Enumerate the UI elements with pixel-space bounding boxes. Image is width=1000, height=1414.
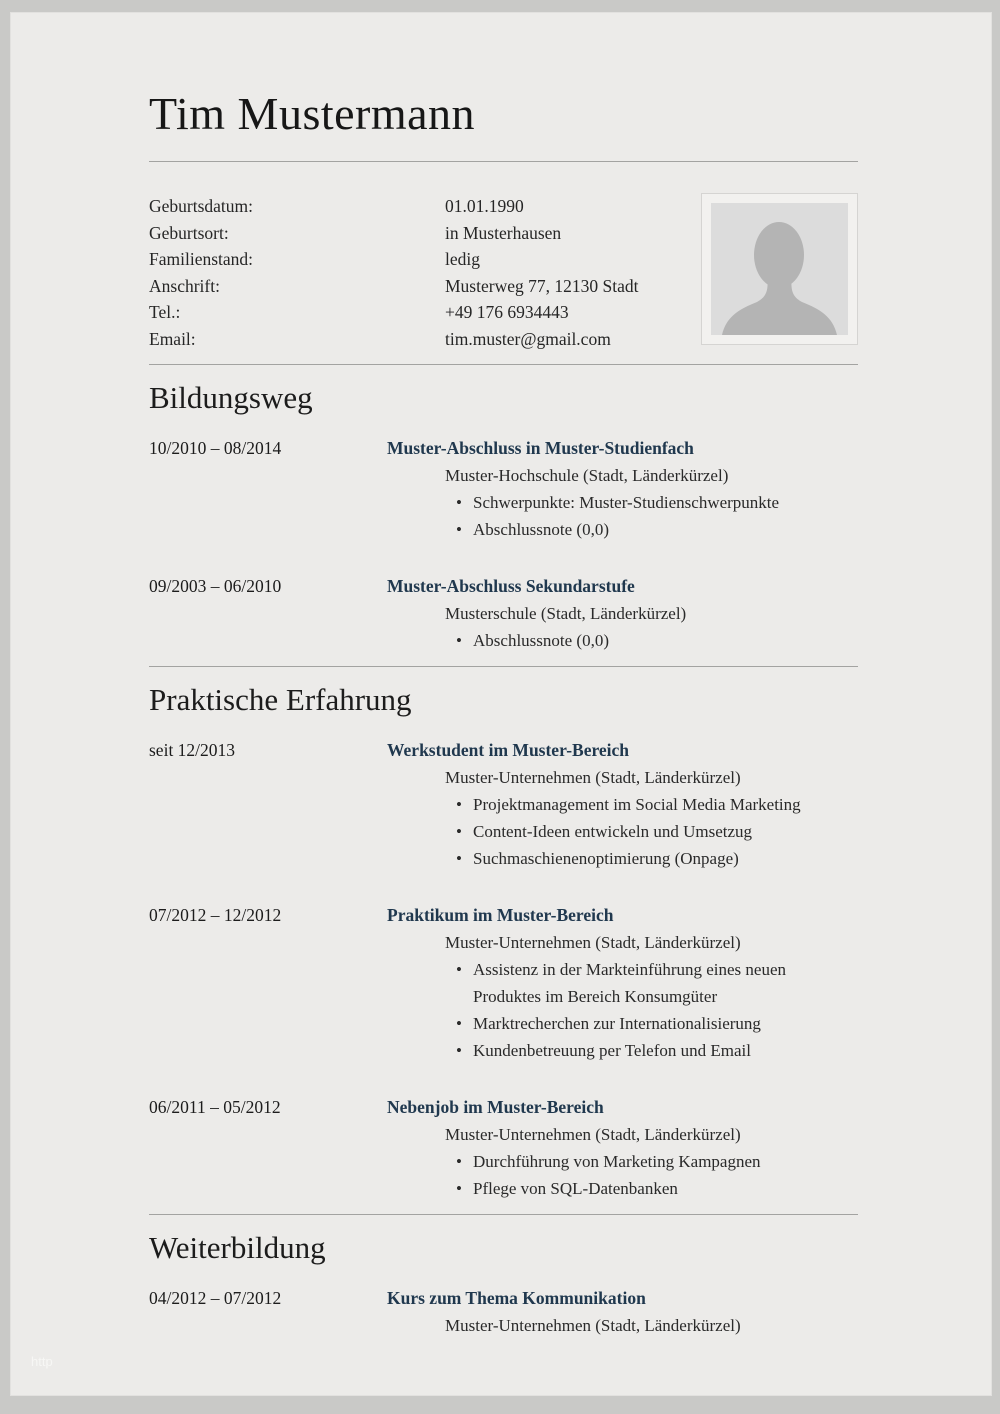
watermark: http <box>31 1354 53 1369</box>
entry-organization: Musterschule (Stadt, Länderkürzel) <box>445 604 687 623</box>
resume-entry <box>149 1094 858 1202</box>
section-divider <box>149 666 858 667</box>
resume-entry <box>149 435 858 543</box>
entry-bullet-item: • Durchführung von Marketing Kampagnen <box>473 1148 858 1175</box>
entry-body <box>387 1285 858 1339</box>
entry-bullet-item: • Schwerpunkte: Muster-Studienschwerpunkte <box>473 489 858 516</box>
personal-value: tim.muster@gmail.com <box>445 328 611 349</box>
entry-period: 06/2011 – 05/2012 <box>149 1097 281 1117</box>
personal-value: 01.01.1990 <box>445 196 524 216</box>
personal-rows <box>149 193 701 352</box>
entry-bullet-item: • Abschlussnote (0,0) <box>473 627 858 654</box>
resume-section <box>149 666 858 1202</box>
entry-period: 09/2003 – 06/2010 <box>149 576 282 596</box>
entry-title: Muster-Abschluss in Muster-Studienfach <box>387 438 694 458</box>
section-title: Praktische Erfahrung <box>149 682 412 717</box>
entry-bullet-item: • Pflege von SQL-Datenbanken <box>473 1175 858 1202</box>
photo-area <box>711 203 848 335</box>
entry-bullet-item: • Projektmanagement im Social Media Marketing <box>473 791 858 818</box>
entry-organization: Muster-Hochschule (Stadt, Länderkürzel) <box>445 466 729 485</box>
entry-period: 07/2012 – 12/2012 <box>149 905 282 925</box>
personal-label: Anschrift: <box>149 275 220 296</box>
sections-container <box>149 364 858 1339</box>
resume-section <box>149 1214 858 1339</box>
personal-row <box>149 326 701 353</box>
section-title: Bildungsweg <box>149 380 313 415</box>
personal-label: Email: <box>149 328 196 349</box>
resume-entry <box>149 1285 858 1339</box>
entry-body <box>387 1094 858 1202</box>
resume-entry <box>149 902 858 1064</box>
section-entries <box>149 435 858 654</box>
section-entries <box>149 1285 858 1339</box>
entry-title: Nebenjob im Muster-Bereich <box>387 1097 604 1117</box>
personal-value: in Musterhausen <box>445 222 562 243</box>
person-silhouette-icon <box>711 203 848 335</box>
entry-title: Muster-Abschluss Sekundarstufe <box>387 576 635 596</box>
personal-row <box>149 273 701 300</box>
resume-section <box>149 364 858 654</box>
entry-bullets <box>387 1148 858 1202</box>
entry-title: Werkstudent im Muster-Bereich <box>387 740 630 760</box>
entry-bullet-item: • Abschlussnote (0,0) <box>473 516 858 543</box>
resume-page <box>10 12 992 1396</box>
entry-title: Praktikum im Muster-Bereich <box>387 905 614 925</box>
entry-bullets <box>387 489 858 543</box>
resume-content <box>149 13 858 1339</box>
section-divider <box>149 1214 858 1215</box>
entry-title: Kurs zum Thema Kommunikation <box>387 1288 646 1308</box>
personal-value: +49 176 6934443 <box>445 302 569 322</box>
entry-bullets <box>387 791 858 872</box>
entry-body <box>387 573 858 654</box>
entry-period: 10/2010 – 08/2014 <box>149 438 282 458</box>
entry-body <box>387 435 858 543</box>
personal-row <box>149 299 701 326</box>
personal-info-block <box>149 193 858 352</box>
personal-row <box>149 246 701 273</box>
entry-organization: Muster-Unternehmen (Stadt, Länderkürzel) <box>445 768 741 787</box>
entry-bullets <box>387 627 858 654</box>
entry-organization: Muster-Unternehmen (Stadt, Länderkürzel) <box>445 1316 741 1335</box>
personal-label: Familienstand: <box>149 249 254 269</box>
resume-entry <box>149 737 858 872</box>
personal-row <box>149 220 701 247</box>
entry-bullet-item: • Suchmaschienenoptimierung (Onpage) <box>473 845 858 872</box>
resume-entry <box>149 573 858 654</box>
personal-value: ledig <box>445 249 480 269</box>
entry-bullet-item: • Kundenbetreuung per Telefon und Email <box>473 1037 858 1064</box>
personal-row <box>149 193 701 220</box>
entry-body <box>387 737 858 872</box>
entry-period: seit 12/2013 <box>149 740 236 760</box>
header-divider <box>149 161 858 162</box>
section-title: Weiterbildung <box>149 1230 326 1265</box>
section-entries <box>149 737 858 1202</box>
personal-value: Musterweg 77, 12130 Stadt <box>445 275 639 296</box>
entry-bullet-item: • Marktrecherchen zur Internationalisierung <box>473 1010 858 1037</box>
personal-label: Tel.: <box>149 302 181 322</box>
photo-placeholder <box>701 193 858 345</box>
entry-bullets <box>387 956 858 1064</box>
personal-label: Geburtsort: <box>149 222 229 243</box>
entry-body <box>387 902 858 1064</box>
person-name: Tim Mustermann <box>149 88 476 139</box>
entry-organization: Muster-Unternehmen (Stadt, Länderkürzel) <box>445 933 741 952</box>
personal-label: Geburtsdatum: <box>149 196 254 216</box>
entry-organization: Muster-Unternehmen (Stadt, Länderkürzel) <box>445 1125 741 1144</box>
entry-bullet-item: • Assistenz in der Markteinführung eines neuen Produktes im Bereich Konsumgüter <box>473 956 858 1010</box>
entry-bullet-item: • Content-Ideen entwickeln und Umsetzug <box>473 818 858 845</box>
section-divider <box>149 364 858 365</box>
entry-period: 04/2012 – 07/2012 <box>149 1288 282 1308</box>
